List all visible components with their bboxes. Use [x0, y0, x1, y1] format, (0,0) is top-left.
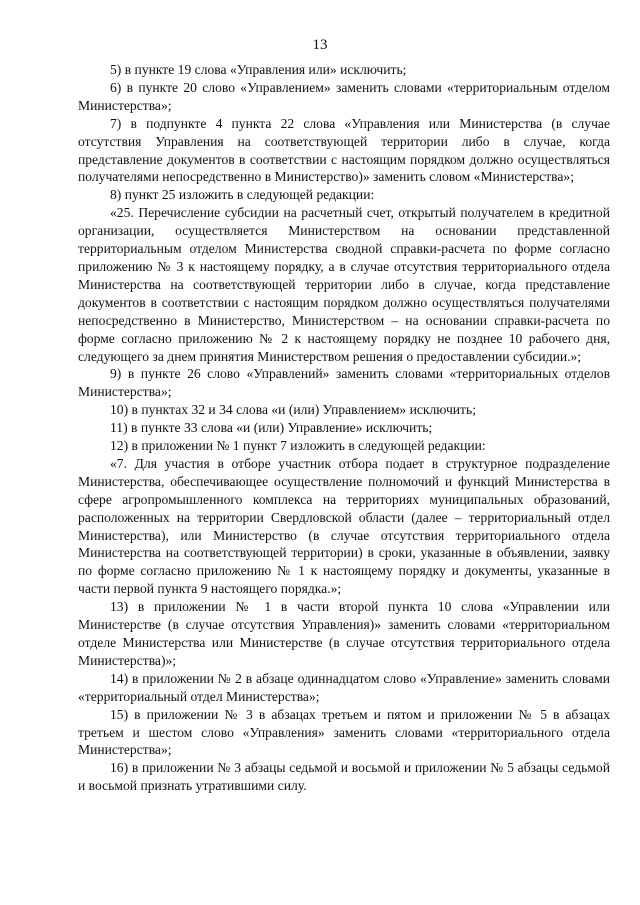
document-body [78, 61, 610, 795]
amendment-item-7: 7) в подпункте 4 пункта 22 слова «Управления или Министерства (в случае отсутствия Управления на соответствующей территории либо в случае, когда представление документов в соответствии с настоящим порядком должно осуществляться получателями непосредственно в Министерство)» заменить словом «Министерства»; [78, 115, 610, 185]
quoted-clause-7: «7. Для участия в отборе участник отбора подает в структурное подразделение Министерства, обеспечивающее осуществление полномочий и функций Министерства в сфере агропромышленного комплекса на территориях муниципальных образований, расположенных на территории Свердловской области (далее – территориальный отдел Министерства), или Министерство (в случае отсутствия территориального отдела Министерства на соответствующей территории) в сроки, указанные в объявлении, заявку по форме согласно приложению № 1 к настоящему порядку и документы, указанные в части первой пункта 9 настоящего порядка.»; [78, 455, 610, 597]
amendment-item-15: 15) в приложении № 3 в абзацах третьем и пятом и приложении № 5 в абзацах третьем и шестом слово «Управления» заменить словами «территориального отдела Министерства»; [78, 706, 610, 758]
amendment-item-10: 10) в пунктах 32 и 34 слова «и (или) Управлением» исключить; [110, 402, 476, 418]
quoted-clause-25: «25. Перечисление субсидии на расчетный счет, открытый получателем в кредитной организации, осуществляется Министерством на основании представленной территориальным отделом Министерства сводной справки-расчета по форме согласно приложению № 3 к настоящему порядку, а в случае отсутствия территориального отдела Министерства на соответствующей территории либо в случае, когда представление документов в соответствии с настоящим порядком должно осуществляться получателями непосредственно в Министерство, Министерством – на основании справки-расчета по форме согласно приложению № 2 к настоящему порядку не позднее 10 рабочего дня, следующего за днем принятия Министерством решения о предоставлении субсидии.»; [78, 205, 610, 364]
amendment-item-9: 9) в пункте 26 слово «Управлений» заменить словами «территориальных отделов Министерства»; [78, 366, 610, 400]
amendment-item-12: 12) в приложении № 1 пункт 7 изложить в следующей редакции: [110, 438, 486, 454]
amendment-item-5: 5) в пункте 19 слова «Управления или» исключить; [110, 62, 407, 77]
amendment-item-6: 6) в пункте 20 слово «Управлением» заменить словами «территориальным отделом Министерства»; [78, 79, 610, 113]
amendment-item-13: 13) в приложении № 1 в части второй пункта 10 слова «Управлении или Министерстве (в случае отсутствия Управления)» заменить словами «территориальном отделе Министерства или Министерстве (в случае отсутствия территориального отдела Министерства)»; [78, 599, 610, 668]
amendment-item-11: 11) в пункте 33 слова «и (или) Управление» исключить; [110, 420, 433, 436]
amendment-item-8: 8) пункт 25 изложить в следующей редакции: [110, 187, 375, 203]
amendment-item-14: 14) в приложении № 2 в абзаце одиннадцатом слово «Управление» заменить словами «территориальный отдел Министерства»; [78, 670, 610, 704]
page-number: 13 [312, 37, 328, 53]
amendment-item-16: 16) в приложении № 3 абзацы седьмой и восьмой и приложении № 5 абзацы седьмой и восьмой признать утратившими силу. [78, 760, 610, 794]
